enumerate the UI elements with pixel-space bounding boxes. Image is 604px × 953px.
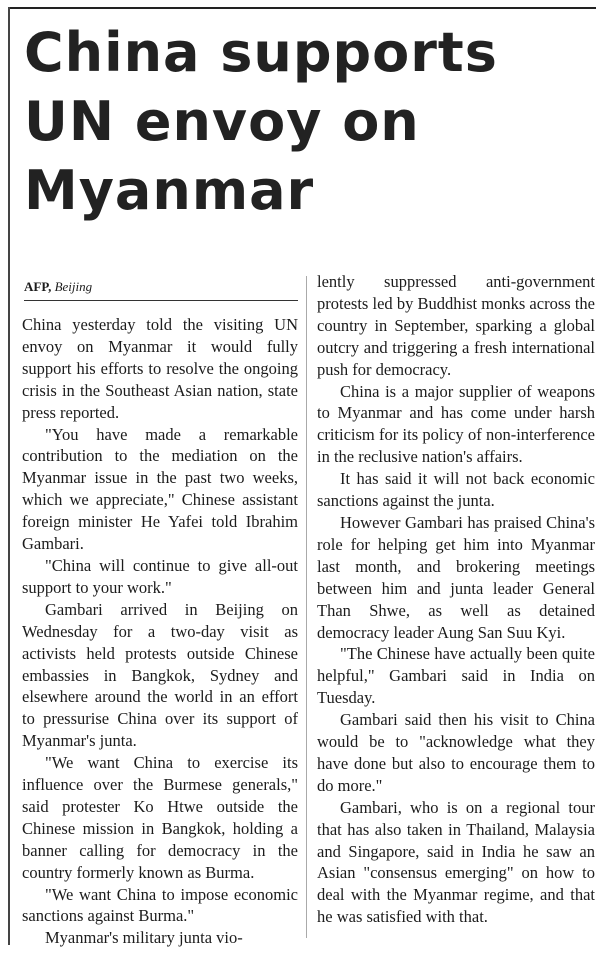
paragraph: lently suppressed anti-government protests led by Buddhist monks across the country in September, sparking a global outcry and triggering a fresh international push for democracy.	[317, 272, 595, 379]
headline-line-1: China supports	[24, 21, 498, 84]
paragraph: "You have made a remarkable contribution to the mediation on the Myanmar issue in the past two weeks, which we appreciate," Chinese assistant foreign minister He Yafei told Ibrahim Gambari.	[22, 424, 298, 554]
paragraph: "We want China to exercise its influence over the Burmese generals," said protester Ko Htwe outside the Chinese mission in Bangkok, holding a banner calling for democracy in the country formerly known as Burma.	[22, 753, 298, 882]
paragraph: Gambari said then his visit to China would be to "acknowledge what they have done but also to encourage them to do more."	[317, 710, 595, 795]
paragraph: "We want China to impose economic sanctions against Burma."	[22, 884, 298, 926]
byline-agency: AFP,	[24, 279, 52, 294]
top-border-rule	[8, 7, 596, 9]
paragraph: China is a major supplier of weapons to Myanmar and has come under harsh criticism for its policy of non-interference in the reclusive nation's affairs.	[317, 381, 595, 467]
paragraph: It has said it will not back economic sanctions against the junta.	[317, 469, 595, 511]
paragraph: "The Chinese have actually been quite helpful," Gambari said in India on Tuesday.	[317, 644, 595, 708]
byline	[24, 279, 92, 295]
article-column-2	[317, 271, 595, 928]
column-divider	[306, 276, 307, 938]
byline-rule	[24, 300, 298, 301]
paragraph: However Gambari has praised China's role for helping get him into Myanmar last month, and brokering meetings between him and junta leader General Than Shwe, as well as detained democracy leader Aung San Suu Kyi.	[317, 512, 595, 642]
headline-line-2: UN envoy on	[24, 90, 420, 153]
paragraph: "China will continue to give all-out support to your work."	[22, 555, 298, 597]
article-headline	[24, 18, 594, 225]
paragraph: Myanmar's military junta vio-	[45, 928, 243, 948]
paragraph: Gambari arrived in Beijing on Wednesday for a two-day visit as activists held protests outside Chinese embassies in Bangkok, Sydney and elsewhere around the world in an effort to pressurise China over its support of Myanmar's junta.	[22, 599, 298, 751]
paragraph: Gambari, who is on a regional tour that has also taken in Thailand, Malaysia and Singapore, said in India he saw an Asian "consensus emerging" on how to deal with the Myanmar regime, and that he was satisfied with that.	[317, 797, 595, 927]
left-border-rule	[8, 7, 10, 945]
paragraph: China yesterday told the visiting UN envoy on Myanmar it would fully support his efforts to resolve the ongoing crisis in the Southeast Asian nation, state press reported.	[22, 315, 298, 422]
article-column-1	[22, 314, 298, 949]
byline-city: Beijing	[54, 279, 93, 294]
headline-line-3: Myanmar	[24, 159, 315, 222]
